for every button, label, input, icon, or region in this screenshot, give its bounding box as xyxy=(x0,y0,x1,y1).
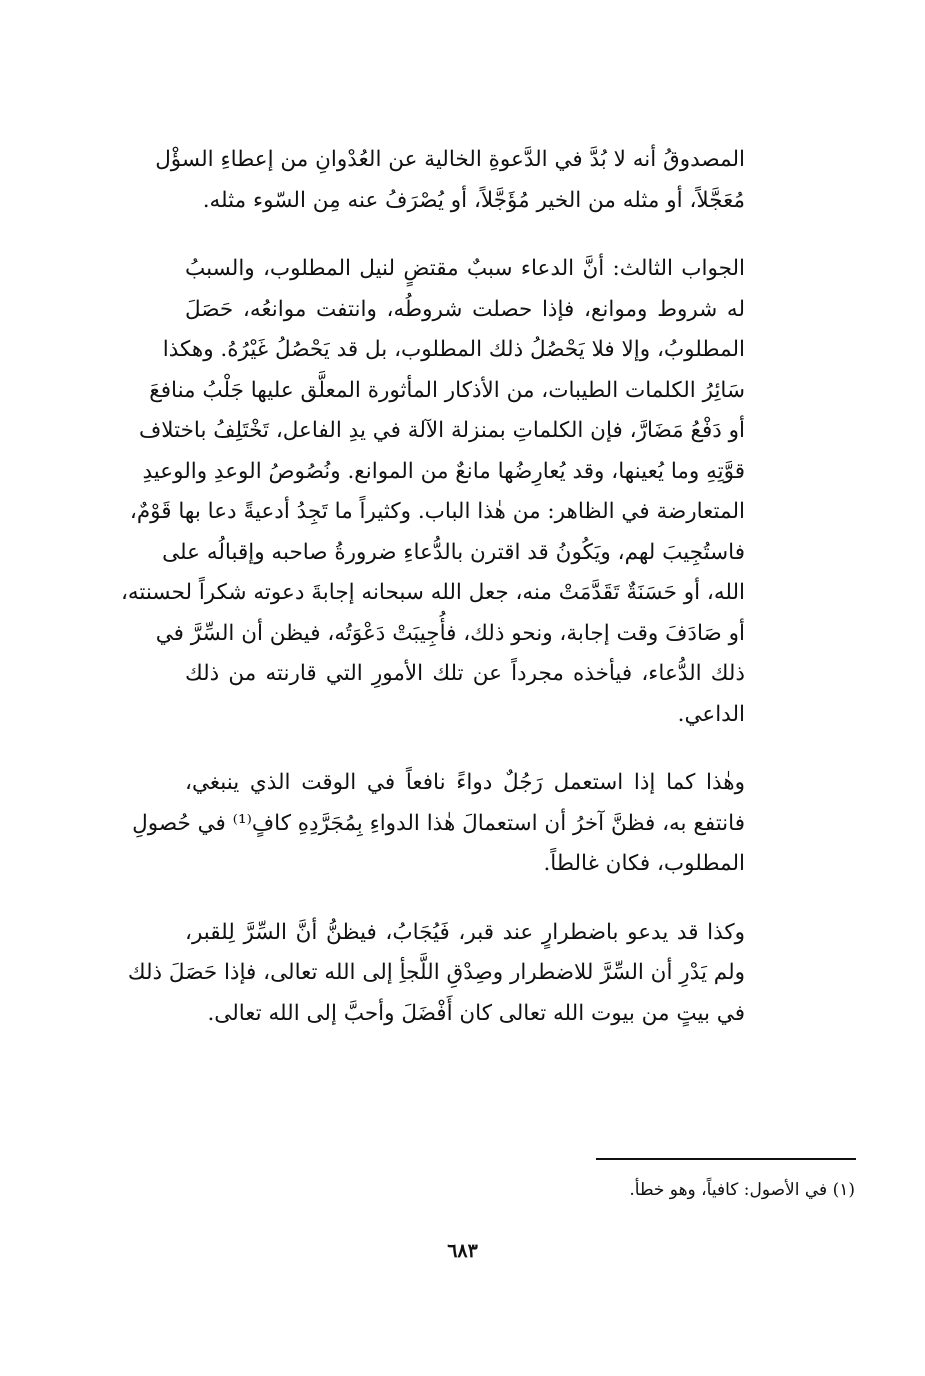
text-line: المصدوقُ أنه لا بُدَّ في الدَّعوةِ الخالية عن العُدْوانِ من إعطاءِ السؤْل xyxy=(155,147,745,172)
footnote: (١) في الأصول: كافياً، وهو خطأ. xyxy=(629,1180,855,1200)
text-line: وكذا قد يدعو باضطرارٍ عند قبر، فَيُجَابُ، فيظنُّ أنَّ السِّرَّ لِلقبر، xyxy=(185,919,745,945)
footnote-divider xyxy=(596,1158,856,1160)
text-line: قوَّتِهِ وما يُعينها، وقد يُعارِضُها مانعٌ من الموانع. ونُصُوصُ الوعدِ والوعيدِ xyxy=(142,458,745,484)
paragraph-4 xyxy=(127,913,745,1035)
text-line: له شروط وموانع، فإذا حصلت شروطُه، وانتفت موانعُه، حَصَلَ xyxy=(185,296,745,322)
page-body xyxy=(120,140,745,1062)
text-line: أو دَفْعُ مَضَارَّ، فإن الكلماتِ بمنزلة الآلة في يدِ الفاعل، تَخْتَلِفُ باختلاف xyxy=(139,418,745,443)
text-line: المطلوب، فكان غالطاً. xyxy=(543,851,745,876)
paragraph-3 xyxy=(132,763,745,885)
text-line: الجواب الثالث: أنَّ الدعاء سببٌ مقتضٍ لنيل المطلوب، والسببُ xyxy=(185,256,745,281)
text-line: في بيتٍ من بيوت الله تعالى كان أَفْضَلَ وأحبَّ إلى الله تعالى. xyxy=(207,1000,745,1026)
text-line: ولم يَدْرِ أن السِّرَّ للاضطرار وصِدْقِ اللَّجأِ إلى الله تعالى، فإذا حَصَلَ ذلك xyxy=(127,960,745,985)
paragraph-1 xyxy=(155,140,745,221)
text-line: مُعَجَّلاً، أو مثله من الخير مُؤَجَّلاً، أو يُصْرَفُ عنه مِن السّوء مثله. xyxy=(202,187,745,213)
text-line: فانتفع به، فظنَّ آخرُ أن استعمالَ هٰذا الدواءِ بِمُجَرَّدِهِ كافٍ⁽¹⁾ في حُصولِ xyxy=(132,810,745,836)
paragraph-2 xyxy=(120,249,745,735)
text-line: سَائِرُ الكلمات الطيبات، من الأذكار المأثورة المعلَّق عليها جَلْبُ منافعَ xyxy=(149,377,745,403)
text-line: المطلوبُ، وإلا فلا يَحْصُلُ ذلك المطلوب، بل قد يَحْصُلُ غَيْرُهُ. وهكذا xyxy=(162,337,745,362)
text-line: ذلك الدُّعاء، فيأخذه مجرداً عن تلك الأمورِ التي قارنته من ذلك xyxy=(185,661,745,686)
text-line: الله، أو حَسَنَةٌ تَقَدَّمَتْ منه، جعل الله سبحانه إجابةَ دعوته شكراً لحسنته، xyxy=(120,580,745,605)
text-line: فاستُجِيبَ لهم، ويَكُونُ قد اقترن بالدُّعاءِ ضرورةُ صاحبه وإقبالُه على xyxy=(162,539,745,565)
text-line: المتعارضة في الظاهر: من هٰذا الباب. وكثيراً ما تَجِدُ أدعيةً دعا بها قَوْمٌ، xyxy=(129,499,745,524)
page-number: ٦٨٣ xyxy=(447,1240,478,1262)
text-line: وهٰذا كما إذا استعمل رَجُلٌ دواءً نافعاً في الوقت الذي ينبغي، xyxy=(185,770,745,795)
text-line: الداعي. xyxy=(677,701,745,727)
text-line: أو صَادَفَ وقت إجابة، ونحو ذلك، فأُجِيبَتْ دَعْوَتُه، فيظن أن السِّرَّ في xyxy=(155,620,745,646)
